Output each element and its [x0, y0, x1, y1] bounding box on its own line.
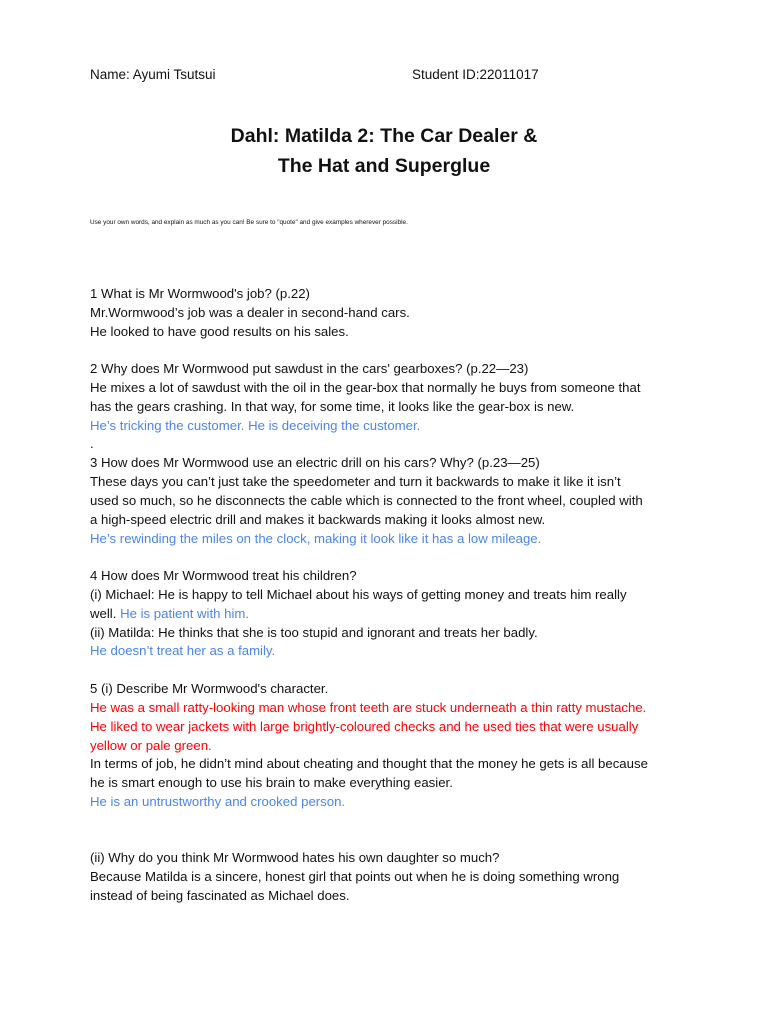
instructions-text: Use your own words, and explain as much as you can! Be sure to "quote" and give examples wherever possible.: [90, 219, 408, 226]
answer-4-michael-line-1: (i) Michael: He is happy to tell Michael about his ways of getting money and treats him really: [90, 587, 627, 602]
answer-5-ii-line-2: instead of being fascinated as Michael does.: [90, 888, 350, 903]
quote-5-line-3: yellow or pale green.: [90, 738, 212, 753]
question-3: 3 How does Mr Wormwood use an electric drill on his cars? Why? (p.23—25): [90, 455, 540, 470]
quote-5-line-1: He was a small ratty-looking man whose front teeth are stuck underneath a thin ratty mustache.: [90, 700, 647, 715]
question-4: 4 How does Mr Wormwood treat his children?: [90, 568, 357, 583]
answer-1-line-2: He looked to have good results on his sales.: [90, 324, 349, 339]
answer-5-ii-line-1: Because Matilda is a sincere, honest girl that points out when he is doing something wrong: [90, 869, 620, 884]
answer-4-matilda: (ii) Matilda: He thinks that she is too stupid and ignorant and treats her badly.: [90, 625, 538, 640]
stray-period: .: [90, 436, 94, 451]
comment-2: He’s tricking the customer. He is deceiving the customer.: [90, 418, 421, 433]
answer-2-line-1: He mixes a lot of sawdust with the oil in the gear-box that normally he buys from someone that: [90, 380, 641, 395]
question-1: 1 What is Mr Wormwood's job? (p.22): [90, 286, 310, 301]
quote-5-line-2: He liked to wear jackets with large brightly-coloured checks and he used ties that were usually: [90, 719, 639, 734]
comment-3: He’s rewinding the miles on the clock, making it look like it has a low mileage.: [90, 531, 542, 546]
answer-5-line-2: he is smart enough to use his brain to make everything easier.: [90, 775, 453, 790]
question-2: 2 Why does Mr Wormwood put sawdust in the cars' gearboxes? (p.22—23): [90, 361, 529, 376]
document-title-line-1: Dahl: Matilda 2: The Car Dealer &: [230, 125, 538, 147]
comment-5: He is an untrustworthy and crooked person.: [90, 794, 346, 809]
student-id: Student ID:22011017: [412, 67, 539, 82]
question-5-i: 5 (i) Describe Mr Wormwood's character.: [90, 681, 329, 696]
answer-3-line-3: a high-speed electric drill and makes it backwards making it looks almost new.: [90, 512, 546, 527]
answer-3-line-2: used so much, so he disconnects the cable which is connected to the front wheel, coupled with: [90, 493, 643, 508]
answer-5-line-1: In terms of job, he didn’t mind about cheating and thought that the money he gets is all because: [90, 756, 648, 771]
answer-4-michael-well: well.: [90, 606, 117, 621]
answer-1-line-1: Mr.Wormwood’s job was a dealer in second-hand cars.: [90, 305, 410, 320]
student-name: Name: Ayumi Tsutsui: [90, 67, 216, 82]
comment-4-michael: He is patient with him.: [120, 606, 250, 621]
document-title-line-2: The Hat and Superglue: [277, 155, 491, 177]
answer-2-line-2: has the gears crashing. In that way, for some time, it looks like the gear-box is new.: [90, 399, 575, 414]
question-5-ii: (ii) Why do you think Mr Wormwood hates his own daughter so much?: [90, 850, 500, 865]
comment-4-matilda: He doesn’t treat her as a family.: [90, 643, 276, 658]
answer-3-line-1: These days you can’t just take the speedometer and turn it backwards to make it like it isn’t: [90, 474, 621, 489]
answer-4-michael-line-2: [90, 604, 690, 623]
